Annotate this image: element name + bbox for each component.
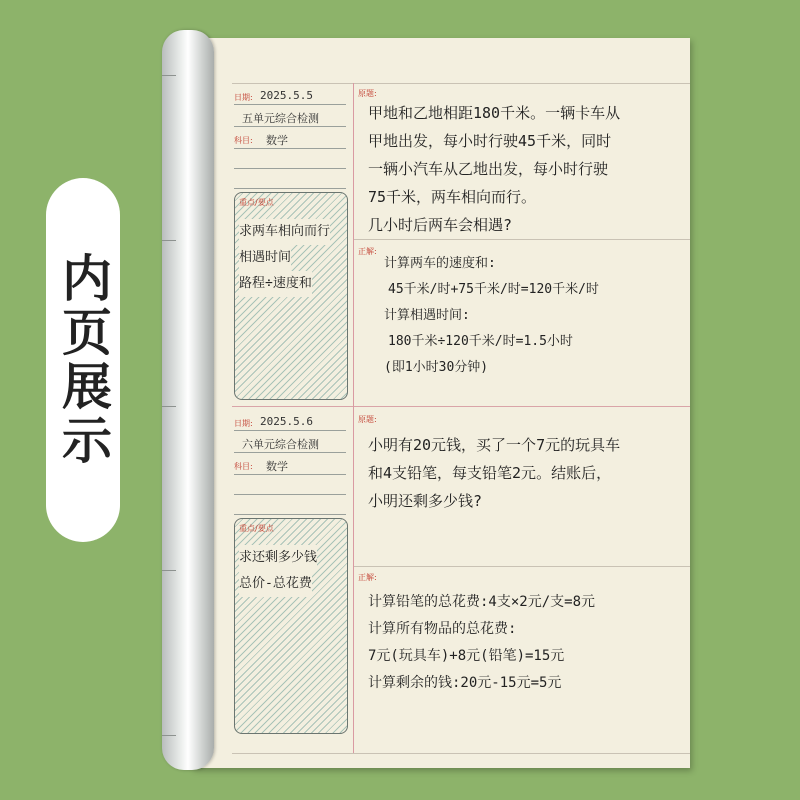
notebook	[162, 30, 690, 770]
subject-label-2: 科目:	[234, 462, 253, 471]
unit-1: 五单元综合检测	[242, 112, 319, 125]
unit-2: 六单元综合检测	[242, 438, 319, 451]
answer-label-2: 正解:	[358, 573, 377, 582]
date-2: 2025.5.6	[260, 415, 313, 428]
notebook-spine	[162, 30, 214, 770]
meta-rule	[234, 430, 346, 431]
subject-label-1: 科目:	[234, 136, 253, 145]
question-line: 几小时后两车会相遇?	[368, 216, 513, 234]
key-label-1: 重点/要点	[239, 198, 274, 207]
date-label-2: 日期:	[234, 419, 253, 428]
question-line: 甲地和乙地相距180千米。一辆卡车从	[368, 104, 621, 122]
bottom-rule	[232, 753, 690, 754]
answer-line: (即1小时30分钟)	[384, 360, 489, 375]
answer-line: 计算两车的速度和:	[384, 256, 496, 271]
meta-rule	[234, 474, 346, 475]
question-line: 小明还剩多少钱?	[368, 492, 483, 510]
subject-1: 数学	[266, 134, 288, 147]
top-rule	[232, 83, 690, 84]
question-line: 小明有20元钱，买了一个7元的玩具车	[368, 436, 621, 454]
meta-rule	[234, 168, 346, 169]
date-label-1: 日期:	[234, 93, 253, 102]
answer-line: 计算所有物品的总花费:	[368, 621, 517, 637]
meta-rule	[234, 104, 346, 105]
notebook-page	[192, 38, 690, 768]
answer-line: 计算相遇时间:	[384, 308, 470, 323]
answer-line: 180千米÷120千米/时=1.5小时	[388, 334, 573, 349]
key-points-box-1	[234, 192, 348, 400]
answer-line: 45千米/时+75千米/时=120千米/时	[388, 282, 599, 297]
spine-hole	[162, 406, 176, 407]
date-1: 2025.5.5	[260, 89, 313, 102]
key-line: 求还剩多少钱	[239, 545, 317, 571]
section-divider	[232, 406, 690, 407]
subject-2: 数学	[266, 460, 288, 473]
meta-rule	[234, 126, 346, 127]
answer-line: 计算剩余的钱:20元-15元=5元	[368, 675, 562, 691]
key-line: 求两车相向而行	[239, 219, 330, 245]
key-line: 路程÷速度和	[239, 271, 312, 297]
question-line: 75千米，两车相向而行。	[368, 188, 537, 206]
answer-line: 7元(玩具车)+8元(铅笔)=15元	[368, 648, 565, 664]
question-line: 甲地出发，每小时行驶45千米，同时	[368, 132, 612, 150]
column-divider	[353, 83, 354, 753]
meta-rule	[234, 494, 346, 495]
question-line: 和4支铅笔，每支铅笔2元。结账后，	[368, 464, 612, 482]
meta-rule	[234, 188, 346, 189]
answer-line: 计算铅笔的总花费:4支×2元/支=8元	[368, 594, 596, 610]
spine-hole	[162, 75, 176, 76]
answer-rule-2	[354, 566, 690, 567]
meta-rule	[234, 514, 346, 515]
question-line: 一辆小汽车从乙地出发，每小时行驶	[368, 160, 609, 178]
key-label-2: 重点/要点	[239, 524, 274, 533]
answer-rule-1	[354, 239, 690, 240]
answer-label-1: 正解:	[358, 247, 377, 256]
caption-badge	[46, 178, 120, 542]
question-label-1: 原题:	[358, 89, 377, 98]
meta-rule	[234, 148, 346, 149]
spine-hole	[162, 735, 176, 736]
key-points-box-2	[234, 518, 348, 734]
key-line: 总价-总花费	[239, 571, 312, 597]
question-label-2: 原题:	[358, 415, 377, 424]
spine-hole	[162, 240, 176, 241]
caption-text: 内页展示	[54, 252, 112, 468]
meta-rule	[234, 452, 346, 453]
spine-hole	[162, 570, 176, 571]
key-line: 相遇时间	[239, 245, 291, 271]
